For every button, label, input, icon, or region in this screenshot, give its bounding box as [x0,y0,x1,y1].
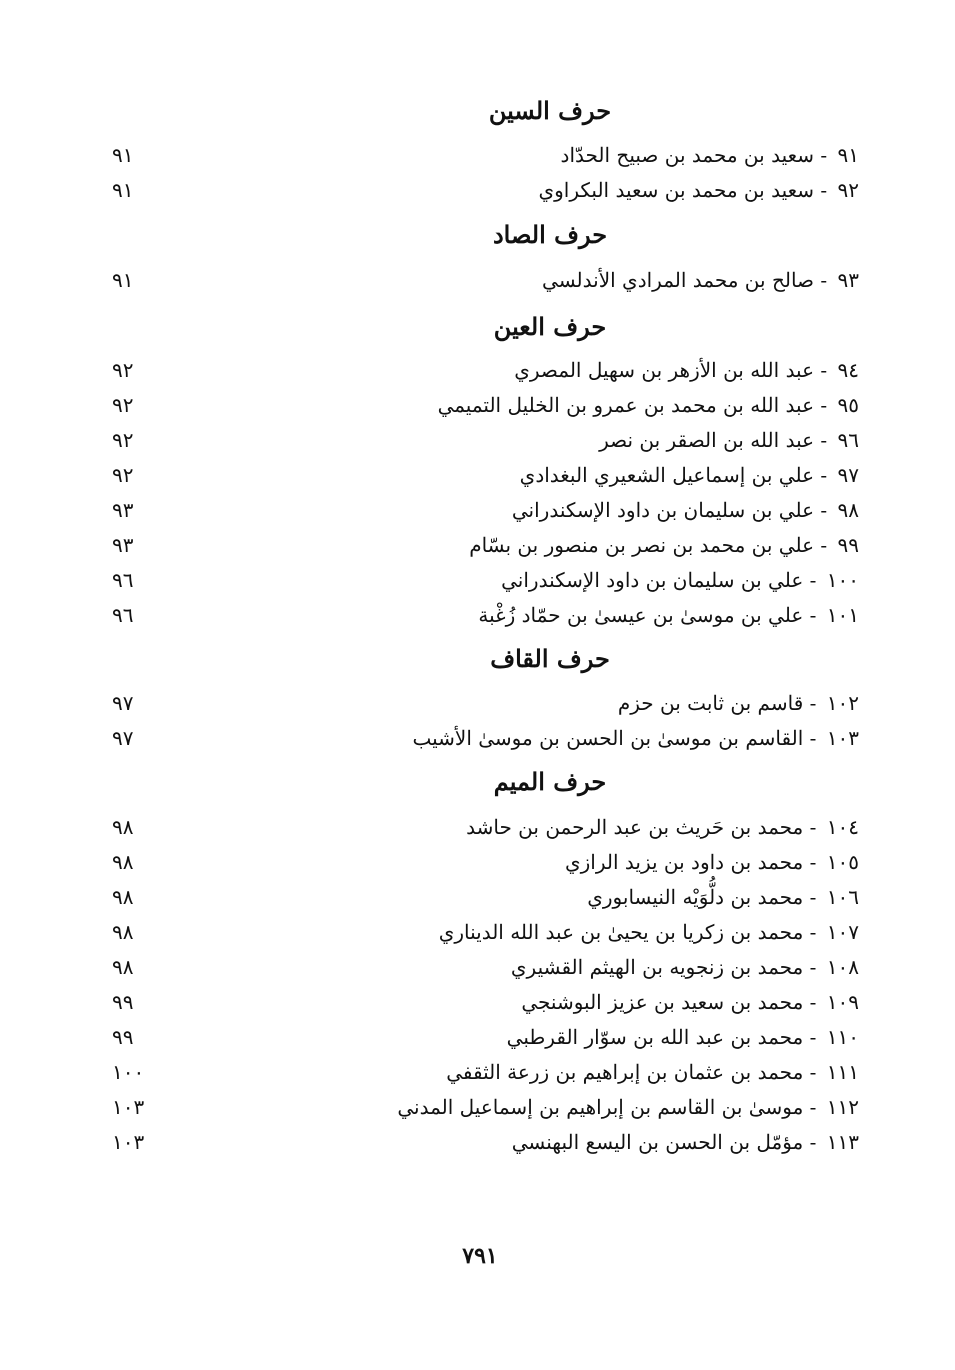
entry-number: ٩٧ [837,463,859,487]
entry-text [565,847,859,877]
entry-text [466,812,859,842]
entry-name: محمد بن داود بن يزيد الرازي [564,850,804,874]
entry-dash: - [803,920,823,944]
entry-text [520,460,859,490]
entry-text [512,495,859,525]
entry-dash: - [814,428,834,452]
entry-number: ١١٣ [826,1130,859,1154]
entry-name: محمد بن عبد الله بن سوّار القرطبي [506,1025,804,1049]
index-entry [0,688,955,722]
entry-name: صالح بن محمد المرادي الأندلسي [542,268,815,292]
entry-text [439,917,859,947]
entry-page-number: ٩٧ [112,691,134,715]
entry-page-number: ٩٨ [112,885,134,909]
entry-page-number: ٩٢ [112,463,134,487]
entry-page-number: ٩٦ [112,568,134,592]
entry-page-number: ٩٩ [112,990,134,1014]
entry-page-number: ١٠٣ [112,1095,145,1119]
entry-dash: - [814,268,834,292]
index-entry [0,390,955,424]
index-entry [0,917,955,951]
entry-dash: - [803,726,823,750]
index-entry [0,140,955,174]
entry-page-number: ١٠٣ [112,1130,145,1154]
entry-text [521,987,859,1017]
entry-text [397,1092,859,1122]
entry-text [501,565,859,595]
entry-name: محمد بن سعيد بن عزيز البوشنجي [521,990,804,1014]
entry-name: محمد بن زكريا بن يحيىٰ بن عبد الله الديناري [438,920,804,944]
entry-text [538,175,859,205]
entry-page-number: ٩٨ [112,850,134,874]
entry-number: ١١١ [826,1060,859,1084]
entry-name: محمد بن عثمان بن إبراهيم بن زرعة الثقفي [446,1060,804,1084]
entry-dash: - [803,1060,823,1084]
section-heading: حرف السين [488,96,612,125]
index-entry [0,460,955,494]
entry-name: محمد بن حَريث بن عبد الرحمن بن حاشد [466,815,804,839]
entry-page-number: ٩١ [112,143,134,167]
entry-number: ٩٦ [837,428,859,452]
index-entry [0,1022,955,1056]
entry-page-number: ٩٨ [112,920,134,944]
entry-name: سعيد بن محمد بن صبيح الحدّاد [560,143,815,167]
entry-dash: - [814,143,834,167]
entry-dash: - [803,885,823,909]
entry-text [478,600,859,630]
entry-name: علي بن محمد بن نصر بن منصور بن بسّام [469,533,815,557]
entry-name: علي بن سليمان بن داود الإسكندراني [511,498,815,522]
entry-text [542,265,859,295]
entry-text [469,530,859,560]
section-heading: حرف الصاد [492,220,608,249]
entry-page-number: ٩٦ [112,603,134,627]
entry-name: سعيد بن محمد بن سعيد البكراوي [538,178,815,202]
entry-number: ٩٢ [837,178,859,202]
entry-dash: - [814,393,834,417]
entry-dash: - [803,990,823,1014]
index-entry [0,530,955,564]
entry-name: علي بن موسىٰ بن عيسىٰ بن حمّاد زُغْبة [478,603,804,627]
entry-name: محمد بن دلُّوَيْه النيسابوري [587,885,804,909]
entry-text [446,1057,859,1087]
section-heading: حرف القاف [490,644,610,673]
index-entry [0,265,955,299]
entry-number: ١١٠ [826,1025,859,1049]
entry-page-number: ٩٣ [112,498,134,522]
entry-dash: - [803,1130,823,1154]
entry-number: ١٠٩ [826,990,859,1014]
entry-number: ٩٣ [837,268,859,292]
entry-page-number: ٩١ [112,268,134,292]
index-entry [0,812,955,846]
entry-number: ١١٢ [826,1095,859,1119]
entry-text [512,1127,859,1157]
entry-dash: - [803,955,823,979]
entry-page-number: ٩٢ [112,428,134,452]
entry-text [507,1022,859,1052]
index-entry [0,1127,955,1161]
entry-page-number: ٩٨ [112,815,134,839]
entry-name: علي بن إسماعيل الشعيري البغدادي [519,463,815,487]
page-number: ٧٩١ [462,1243,498,1269]
entry-page-number: ٩٩ [112,1025,134,1049]
entry-number: ١٠٣ [826,726,859,750]
entry-name: قاسم بن ثابت بن حزم [617,691,804,715]
entry-dash: - [814,178,834,202]
entry-dash: - [803,815,823,839]
index-entry [0,425,955,459]
entry-number: ٩٨ [837,498,859,522]
entry-name: عبد الله بن الأزهر بن سهيل المصري [514,358,815,382]
entry-dash: - [803,691,823,715]
index-entry [0,600,955,634]
entry-text [618,688,859,718]
entry-number: ١٠٤ [826,815,859,839]
entry-text [561,140,859,170]
entry-name: محمد بن زنجويه بن الهيثم القشيري [510,955,804,979]
entry-page-number: ٩٨ [112,955,134,979]
index-entry [0,175,955,209]
entry-dash: - [814,533,834,557]
entry-dash: - [803,1095,823,1119]
entry-number: ٩٥ [837,393,859,417]
entry-dash: - [814,498,834,522]
entry-text [413,723,860,753]
entry-number: ١٠٧ [826,920,859,944]
entry-dash: - [803,850,823,874]
index-entry [0,495,955,529]
index-entry [0,723,955,757]
entry-number: ١٠٥ [826,850,859,874]
index-entry [0,952,955,986]
entry-page-number: ٩٧ [112,726,134,750]
section-heading: حرف العين [493,312,607,341]
entry-dash: - [814,463,834,487]
entry-number: ١٠٦ [826,885,859,909]
entry-name: عبد الله بن الصقر بن نصر [599,428,815,452]
entry-name: علي بن سليمان بن داود الإسكندراني [501,568,804,592]
entry-number: ١٠٠ [826,568,859,592]
index-entry [0,1092,955,1126]
entry-text [599,425,859,455]
entry-text [587,882,859,912]
index-entry [0,355,955,389]
entry-number: ٩١ [837,143,859,167]
entry-dash: - [814,358,834,382]
entry-page-number: ٩٣ [112,533,134,557]
index-entry [0,987,955,1021]
entry-number: ٩٤ [837,358,859,382]
entry-dash: - [803,1025,823,1049]
entry-page-number: ٩١ [112,178,134,202]
entry-name: القاسم بن موسىٰ بن الحسن بن موسىٰ الأشيب [412,726,804,750]
entry-dash: - [803,603,823,627]
index-entry [0,565,955,599]
index-entry [0,1057,955,1091]
index-entry [0,847,955,881]
entry-number: ٩٩ [837,533,859,557]
entry-text [511,952,859,982]
entry-number: ١٠٢ [826,691,859,715]
entry-page-number: ٩٢ [112,393,134,417]
entry-name: موسىٰ بن القاسم بن إبراهيم بن إسماعيل المدني [397,1095,804,1119]
section-heading: حرف الميم [493,767,607,796]
entry-text [514,355,859,385]
entry-text [438,390,859,420]
index-entry [0,882,955,916]
entry-page-number: ١٠٠ [112,1060,145,1084]
entry-number: ١٠١ [826,603,859,627]
entry-page-number: ٩٢ [112,358,134,382]
entry-name: عبد الله بن محمد بن عمرو بن الخليل التميمي [437,393,815,417]
entry-name: مؤمّل بن الحسن بن اليسع البهنسي [511,1130,804,1154]
entry-dash: - [803,568,823,592]
entry-number: ١٠٨ [826,955,859,979]
